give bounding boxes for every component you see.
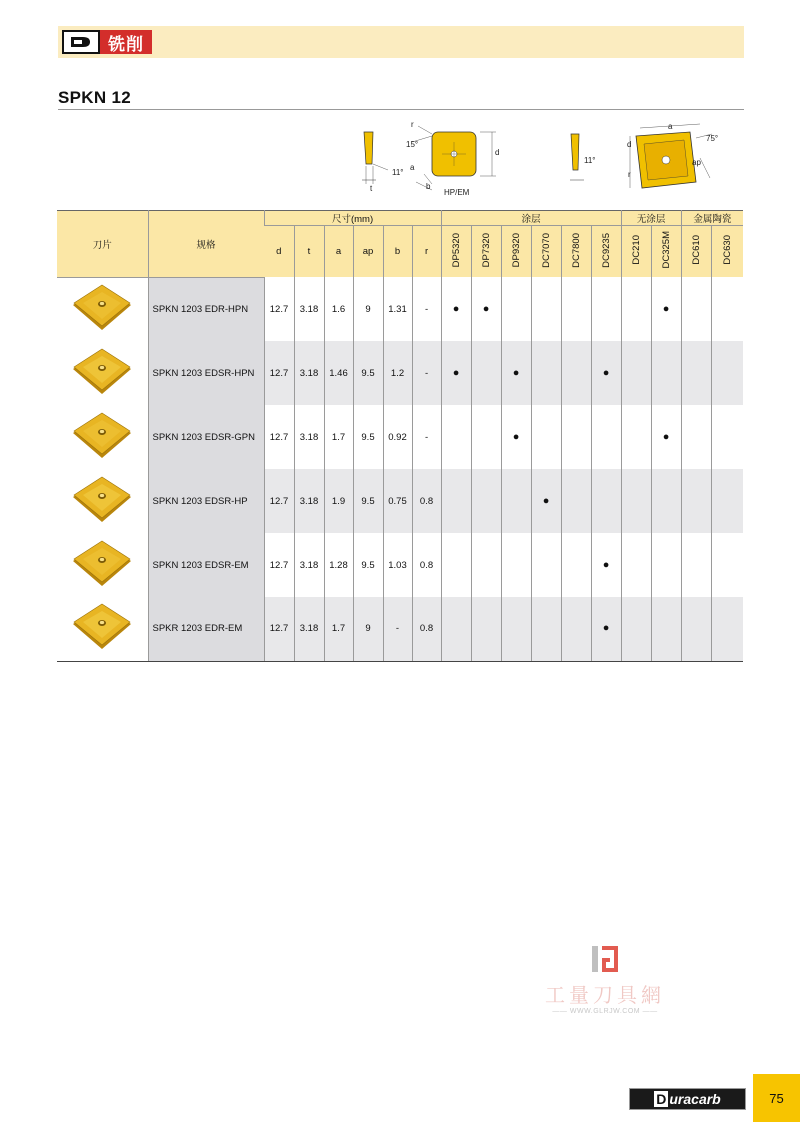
grade-cell-dp9320	[501, 341, 531, 405]
availability-dot: ●	[512, 366, 520, 379]
header-spec: 规格	[148, 211, 264, 278]
availability-dot: ●	[602, 622, 610, 635]
insert-image	[57, 469, 148, 533]
availability-dot: ●	[662, 302, 670, 315]
dim-r: -	[412, 405, 441, 469]
dim-d: 12.7	[264, 277, 294, 341]
grade-cell-dc210	[621, 469, 651, 533]
grade-cell-dc210	[621, 405, 651, 469]
dim-ap: 9.5	[353, 341, 383, 405]
insert-image	[57, 341, 148, 405]
grade-cell-dc325m	[651, 469, 681, 533]
grade-cell-dc7800	[561, 469, 591, 533]
insert-icon	[70, 475, 134, 525]
grade-cell-dp9320	[501, 405, 531, 469]
label-d2: d	[627, 140, 632, 149]
dim-t: 3.18	[294, 277, 324, 341]
header-grade-dc325m	[651, 226, 681, 278]
watermark-url: —— WWW.GLRJW.COM ——	[552, 1008, 658, 1015]
grade-cell-dc7800	[561, 405, 591, 469]
grade-label: DC9235	[600, 232, 612, 268]
dim-d: 12.7	[264, 533, 294, 597]
header-grade-dc630	[711, 226, 743, 278]
header-grade-dc7800	[561, 226, 591, 278]
spec-code: SPKN 1203 EDSR-GPN	[148, 405, 264, 469]
grade-label: DP9320	[510, 232, 522, 268]
grade-cell-dp9320	[501, 469, 531, 533]
insert-spec-table	[57, 210, 743, 662]
grade-cell-dc325m	[651, 597, 681, 661]
watermark-logo-icon	[590, 944, 620, 974]
insert-diagrams	[340, 118, 740, 208]
availability-dot: ●	[602, 558, 610, 571]
label-11a: 11°	[392, 168, 404, 177]
dim-d: 12.7	[264, 341, 294, 405]
grade-cell-dc610	[681, 469, 711, 533]
label-d: d	[495, 148, 500, 157]
grade-cell-dc325m	[651, 405, 681, 469]
dim-b: 1.03	[383, 533, 412, 597]
dim-a: 1.28	[324, 533, 353, 597]
grade-cell-dc7070	[531, 341, 561, 405]
header-dim-r: r	[412, 226, 441, 278]
grade-cell-dc610	[681, 341, 711, 405]
dim-t: 3.18	[294, 341, 324, 405]
grade-cell-dc630	[711, 405, 743, 469]
grade-cell-dc210	[621, 341, 651, 405]
grade-cell-dp7320	[471, 597, 501, 661]
grade-cell-dc9235	[591, 341, 621, 405]
grade-cell-dc9235	[591, 533, 621, 597]
spec-code: SPKN 1203 EDR-HPN	[148, 277, 264, 341]
grade-label: DC7070	[540, 232, 552, 268]
header-insert: 刀片	[57, 211, 148, 278]
dim-r: -	[412, 341, 441, 405]
dim-ap: 9.5	[353, 533, 383, 597]
grade-cell-dc9235	[591, 469, 621, 533]
grade-cell-dc210	[621, 277, 651, 341]
section-logo	[62, 30, 152, 54]
header-grade-dp9320	[501, 226, 531, 278]
grade-cell-dc610	[681, 405, 711, 469]
table-row	[57, 277, 743, 341]
label-11b: 11°	[584, 156, 596, 165]
dim-t: 3.18	[294, 469, 324, 533]
dim-a: 1.7	[324, 405, 353, 469]
label-a: a	[410, 163, 415, 172]
header-cermet: 金属陶瓷	[681, 211, 743, 226]
page-number: 75	[753, 1074, 800, 1122]
insert-icon	[70, 283, 134, 333]
grade-cell-dp5320	[441, 597, 471, 661]
grade-cell-dc325m	[651, 341, 681, 405]
grade-cell-dp9320	[501, 533, 531, 597]
grade-cell-dc210	[621, 597, 651, 661]
table-row	[57, 405, 743, 469]
grade-cell-dc630	[711, 533, 743, 597]
availability-dot: ●	[662, 430, 670, 443]
table-row	[57, 469, 743, 533]
header-dim-b: b	[383, 226, 412, 278]
header-dim-a: a	[324, 226, 353, 278]
dim-ap: 9.5	[353, 469, 383, 533]
label-r: r	[411, 120, 414, 129]
label-t: t	[370, 184, 373, 193]
grade-cell-dp7320	[471, 405, 501, 469]
dim-a: 1.9	[324, 469, 353, 533]
grade-cell-dc210	[621, 533, 651, 597]
header-grade-dc9235	[591, 226, 621, 278]
grade-cell-dc7070	[531, 277, 561, 341]
grade-cell-dc7070	[531, 533, 561, 597]
grade-cell-dc610	[681, 277, 711, 341]
grade-cell-dc325m	[651, 533, 681, 597]
label-hp-em: HP/EM	[444, 188, 470, 197]
dim-d: 12.7	[264, 405, 294, 469]
grade-cell-dc7070	[531, 405, 561, 469]
grade-cell-dp5320	[441, 405, 471, 469]
grade-cell-dc7070	[531, 469, 561, 533]
dim-d: 12.7	[264, 469, 294, 533]
table-row	[57, 597, 743, 661]
label-a2: a	[668, 122, 673, 131]
grade-cell-dc7800	[561, 597, 591, 661]
insert-icon	[70, 602, 134, 652]
table-row	[57, 341, 743, 405]
insert-icon	[70, 539, 134, 589]
watermark	[520, 944, 690, 1015]
dim-b: 0.92	[383, 405, 412, 469]
grade-cell-dc630	[711, 597, 743, 661]
dim-r: 0.8	[412, 597, 441, 661]
section-label: 铣削	[100, 30, 152, 54]
availability-dot: ●	[512, 430, 520, 443]
grade-cell-dc7800	[561, 277, 591, 341]
grade-cell-dc610	[681, 597, 711, 661]
dim-ap: 9.5	[353, 405, 383, 469]
header-grade-dp5320	[441, 226, 471, 278]
spec-code: SPKN 1203 EDSR-EM	[148, 533, 264, 597]
insert-icon	[70, 411, 134, 461]
dim-r: -	[412, 277, 441, 341]
header-band	[58, 26, 744, 58]
header-grade-dc210	[621, 226, 651, 278]
grade-cell-dp7320	[471, 533, 501, 597]
dim-b: -	[383, 597, 412, 661]
grade-cell-dp5320	[441, 469, 471, 533]
dim-r: 0.8	[412, 469, 441, 533]
dim-a: 1.7	[324, 597, 353, 661]
header-dim-t: t	[294, 226, 324, 278]
grade-cell-dc9235	[591, 405, 621, 469]
dim-t: 3.18	[294, 533, 324, 597]
dim-ap: 9	[353, 597, 383, 661]
insert-image	[57, 533, 148, 597]
availability-dot: ●	[542, 494, 550, 507]
brand-logo-d: D	[656, 1091, 667, 1107]
dim-b: 1.31	[383, 277, 412, 341]
availability-dot: ●	[482, 302, 490, 315]
dim-t: 3.18	[294, 405, 324, 469]
dim-ap: 9	[353, 277, 383, 341]
header-dim-ap: ap	[353, 226, 383, 278]
header-uncoated: 无涂层	[621, 211, 681, 226]
grade-label: DP7320	[480, 232, 492, 268]
grade-label: DP5320	[450, 232, 462, 268]
header-coated: 涂层	[441, 211, 621, 226]
insert-icon	[70, 347, 134, 397]
dim-b: 0.75	[383, 469, 412, 533]
availability-dot: ●	[602, 366, 610, 379]
grade-cell-dp9320	[501, 597, 531, 661]
grade-cell-dp5320	[441, 533, 471, 597]
watermark-text: 工量刀具網	[545, 983, 665, 1007]
grade-cell-dc9235	[591, 597, 621, 661]
spec-code: SPKN 1203 EDSR-HPN	[148, 341, 264, 405]
brand-logo-text: uracarb	[669, 1091, 721, 1107]
spec-code: SPKR 1203 EDR-EM	[148, 597, 264, 661]
grade-label: DC325M	[660, 231, 672, 269]
table-row	[57, 533, 743, 597]
header-grade-dc610	[681, 226, 711, 278]
dim-b: 1.2	[383, 341, 412, 405]
grade-cell-dp7320	[471, 341, 501, 405]
grade-cell-dc7800	[561, 533, 591, 597]
header-dim-d: d	[264, 226, 294, 278]
grade-cell-dc630	[711, 469, 743, 533]
label-ap: ap	[692, 158, 701, 167]
grade-cell-dp9320	[501, 277, 531, 341]
availability-dot: ●	[452, 366, 460, 379]
grade-label: DC210	[630, 235, 642, 265]
label-b: b	[426, 182, 431, 191]
grade-cell-dc630	[711, 277, 743, 341]
grade-cell-dp7320	[471, 469, 501, 533]
dim-t: 3.18	[294, 597, 324, 661]
insert-image	[57, 277, 148, 341]
geometry-drawing	[340, 118, 740, 208]
grade-cell-dc7070	[531, 597, 561, 661]
label-75: 75°	[706, 134, 719, 143]
insert-image	[57, 597, 148, 661]
grade-cell-dc630	[711, 341, 743, 405]
grade-cell-dc325m	[651, 277, 681, 341]
dim-r: 0.8	[412, 533, 441, 597]
dim-d: 12.7	[264, 597, 294, 661]
brand-d-icon	[62, 30, 100, 54]
header-grade-dc7070	[531, 226, 561, 278]
brand-logo	[629, 1088, 746, 1110]
grade-cell-dp5320	[441, 277, 471, 341]
grade-cell-dp7320	[471, 277, 501, 341]
title-divider	[58, 109, 744, 110]
insert-image	[57, 405, 148, 469]
availability-dot: ●	[452, 302, 460, 315]
header-grade-dp7320	[471, 226, 501, 278]
grade-label: DC610	[690, 235, 702, 265]
grade-label: DC7800	[570, 232, 582, 268]
page-title: SPKN 12	[58, 88, 131, 107]
spec-code: SPKN 1203 EDSR-HP	[148, 469, 264, 533]
dim-a: 1.6	[324, 277, 353, 341]
grade-cell-dc9235	[591, 277, 621, 341]
grade-cell-dc7800	[561, 341, 591, 405]
grade-cell-dp5320	[441, 341, 471, 405]
grade-cell-dc610	[681, 533, 711, 597]
label-15: 15°	[406, 140, 419, 149]
label-r2: r	[628, 170, 631, 179]
grade-label: DC630	[721, 235, 733, 265]
header-dimensions: 尺寸(mm)	[264, 211, 441, 226]
dim-a: 1.46	[324, 341, 353, 405]
